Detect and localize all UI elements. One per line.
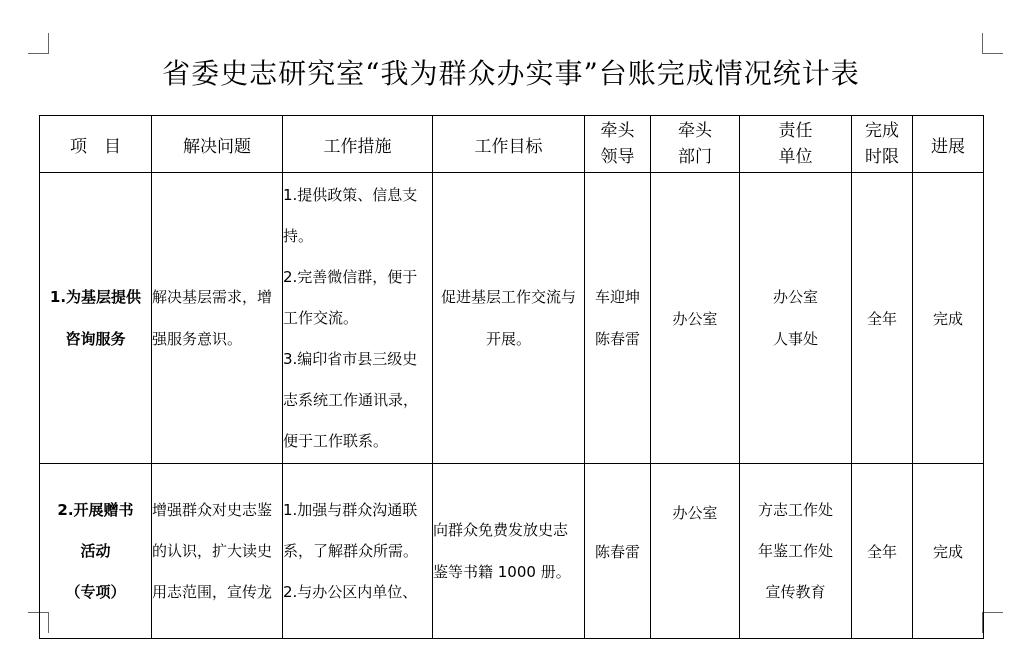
table-row [40, 464, 984, 639]
corner-mark-top-right [982, 33, 1003, 54]
corner-mark-top-left [28, 33, 49, 54]
ledger-table [39, 115, 984, 639]
cell-problem: 增强群众对史志鉴 的认识，扩大读史 用志范围，宣传龙 [152, 464, 283, 639]
cell-lead-leader: 车迎坤 陈春雷 [585, 173, 651, 464]
cell-deadline: 全年 [852, 464, 913, 639]
cell-lead-leader: 陈春雷 [585, 464, 651, 639]
document-title: 省委史志研究室“我为群众办实事”台账完成情况统计表 [162, 57, 860, 90]
header-resp-unit: 责任 单位 [740, 116, 852, 173]
cell-goal: 促进基层工作交流与 开展。 [433, 173, 585, 464]
cell-resp-unit: 方志工作处 年鉴工作处 宣传教育 [740, 464, 852, 639]
header-row [40, 116, 984, 173]
header-progress: 进展 [913, 116, 984, 173]
header-problem: 解决问题 [152, 116, 283, 173]
cell-progress: 完成 [913, 464, 984, 639]
cell-lead-dept: 办公室 [651, 173, 740, 464]
cell-resp-unit: 办公室 人事处 [740, 173, 852, 464]
header-measures: 工作措施 [283, 116, 433, 173]
cell-measures: 1.提供政策、信息支 持。 2.完善微信群，便于 工作交流。 3.编印省市县三级史 志系统工作通讯录， 便于工作联系。 [283, 173, 433, 464]
cell-lead-dept: 办公室 [651, 464, 740, 639]
cell-problem: 解决基层需求，增 强服务意识。 [152, 173, 283, 464]
table-row [40, 173, 984, 464]
cell-item: 2.开展赠书 活动 （专项） [40, 464, 152, 639]
cell-deadline: 全年 [852, 173, 913, 464]
cell-progress: 完成 [913, 173, 984, 464]
header-lead-dept: 牵头 部门 [651, 116, 740, 173]
header-goal: 工作目标 [433, 116, 585, 173]
cell-goal: 向群众免费发放史志 鉴等书籍 1000 册。 [433, 464, 585, 639]
header-item: 项 目 [40, 116, 152, 173]
header-deadline: 完成 时限 [852, 116, 913, 173]
cell-item: 1.为基层提供 咨询服务 [40, 173, 152, 464]
header-lead-leader: 牵头 领导 [585, 116, 651, 173]
corner-mark-bottom-right [982, 612, 1003, 633]
cell-measures: 1.加强与群众沟通联 系，了解群众所需。 2.与办公区内单位、 [283, 464, 433, 639]
